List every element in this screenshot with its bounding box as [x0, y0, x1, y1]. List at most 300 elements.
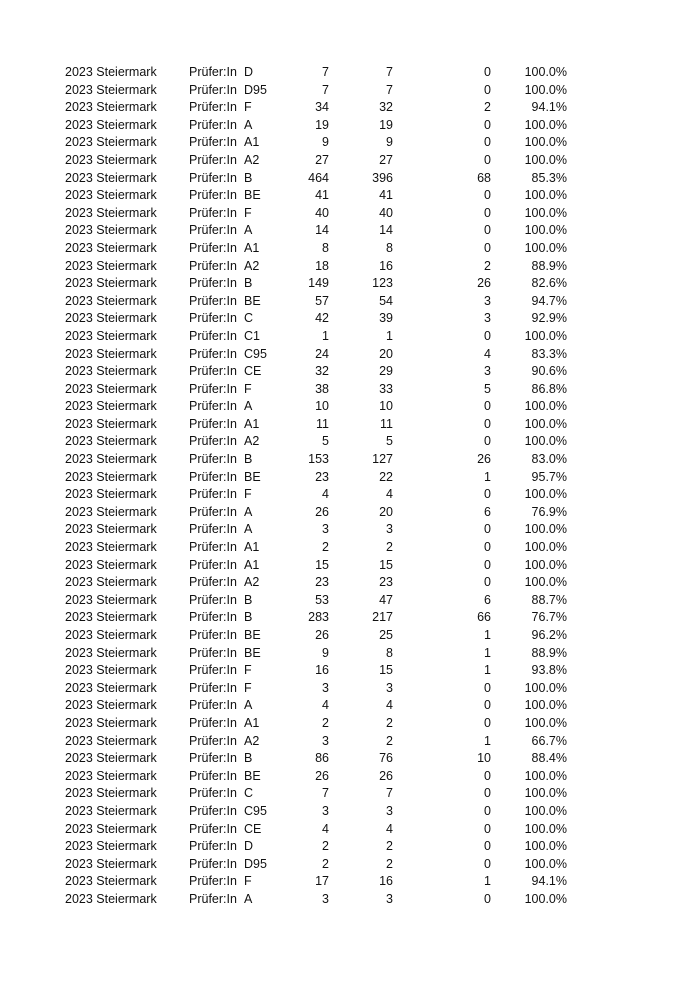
class-cell: BE: [244, 293, 261, 308]
year-region-cell: 2023 Steiermark: [65, 522, 157, 537]
table-row: [0, 557, 700, 575]
total-cell: 26: [315, 504, 329, 519]
role-cell: Prüfer:In: [189, 452, 237, 467]
year-region-cell: 2023 Steiermark: [65, 751, 157, 766]
failed-cell: 0: [484, 839, 491, 854]
class-cell: F: [244, 663, 252, 678]
table-row: [0, 504, 700, 522]
passed-cell: 7: [386, 82, 393, 97]
failed-cell: 0: [484, 522, 491, 537]
year-region-cell: 2023 Steiermark: [65, 768, 157, 783]
rate-cell: 100.0%: [524, 540, 567, 555]
role-cell: Prüfer:In: [189, 434, 237, 449]
failed-cell: 0: [484, 575, 491, 590]
rate-cell: 100.0%: [524, 205, 567, 220]
role-cell: Prüfer:In: [189, 117, 237, 132]
rate-cell: 96.2%: [531, 628, 567, 642]
role-cell: Prüfer:In: [189, 293, 237, 308]
table-row: [0, 609, 700, 627]
rate-cell: 76.7%: [531, 610, 567, 625]
table-row: [0, 627, 700, 645]
year-region-cell: 2023 Steiermark: [65, 874, 157, 889]
year-region-cell: 2023 Steiermark: [65, 628, 157, 642]
passed-cell: 3: [386, 522, 393, 537]
failed-cell: 0: [484, 557, 491, 572]
year-region-cell: 2023 Steiermark: [65, 540, 157, 555]
year-region-cell: 2023 Steiermark: [65, 240, 157, 255]
table-row: [0, 363, 700, 381]
class-cell: A1: [244, 557, 260, 572]
role-cell: Prüfer:In: [189, 399, 237, 414]
year-region-cell: 2023 Steiermark: [65, 803, 157, 818]
rate-cell: 100.0%: [524, 522, 567, 537]
rate-cell: 76.9%: [531, 504, 567, 519]
role-cell: Prüfer:In: [189, 469, 237, 484]
table-row: [0, 416, 700, 434]
year-region-cell: 2023 Steiermark: [65, 100, 157, 115]
year-region-cell: 2023 Steiermark: [65, 786, 157, 801]
year-region-cell: 2023 Steiermark: [65, 205, 157, 220]
year-region-cell: 2023 Steiermark: [65, 733, 157, 748]
rate-cell: 100.0%: [524, 82, 567, 97]
total-cell: 14: [315, 223, 329, 238]
role-cell: Prüfer:In: [189, 821, 237, 836]
total-cell: 26: [315, 628, 329, 642]
total-cell: 23: [315, 575, 329, 590]
passed-cell: 217: [372, 610, 393, 625]
year-region-cell: 2023 Steiermark: [65, 170, 157, 185]
rate-cell: 90.6%: [531, 364, 567, 379]
failed-cell: 2: [484, 258, 491, 273]
rate-cell: 100.0%: [524, 328, 567, 343]
total-cell: 7: [322, 65, 329, 79]
class-cell: A: [244, 504, 253, 519]
role-cell: Prüfer:In: [189, 487, 237, 502]
failed-cell: 0: [484, 698, 491, 713]
passed-cell: 22: [379, 469, 393, 484]
rate-cell: 86.8%: [531, 381, 567, 396]
year-region-cell: 2023 Steiermark: [65, 592, 157, 607]
total-cell: 40: [315, 205, 329, 220]
table-row: [0, 856, 700, 874]
rate-cell: 100.0%: [524, 891, 567, 906]
year-region-cell: 2023 Steiermark: [65, 504, 157, 519]
table-row: [0, 750, 700, 768]
role-cell: Prüfer:In: [189, 628, 237, 642]
failed-cell: 6: [484, 504, 491, 519]
class-cell: F: [244, 680, 252, 695]
table-row: [0, 451, 700, 469]
failed-cell: 66: [477, 610, 491, 625]
rate-cell: 88.4%: [531, 751, 567, 766]
passed-cell: 26: [379, 768, 393, 783]
year-region-cell: 2023 Steiermark: [65, 856, 157, 871]
passed-cell: 41: [379, 188, 393, 203]
table-row: [0, 117, 700, 135]
passed-cell: 4: [386, 487, 393, 502]
failed-cell: 2: [484, 100, 491, 115]
total-cell: 3: [322, 803, 329, 818]
role-cell: Prüfer:In: [189, 364, 237, 379]
class-cell: A1: [244, 135, 260, 150]
passed-cell: 15: [379, 663, 393, 678]
passed-cell: 16: [379, 874, 393, 889]
total-cell: 7: [322, 82, 329, 97]
role-cell: Prüfer:In: [189, 240, 237, 255]
failed-cell: 3: [484, 364, 491, 379]
passed-cell: 25: [379, 628, 393, 642]
table-row: [0, 697, 700, 715]
total-cell: 3: [322, 891, 329, 906]
role-cell: Prüfer:In: [189, 416, 237, 431]
rate-cell: 100.0%: [524, 223, 567, 238]
total-cell: 2: [322, 856, 329, 871]
rate-cell: 100.0%: [524, 821, 567, 836]
role-cell: Prüfer:In: [189, 610, 237, 625]
passed-cell: 2: [386, 715, 393, 730]
table-row: [0, 152, 700, 170]
table-row: [0, 134, 700, 152]
table-row: [0, 803, 700, 821]
class-cell: BE: [244, 645, 261, 660]
table-row: [0, 293, 700, 311]
rate-cell: 88.7%: [531, 592, 567, 607]
data-table: [0, 64, 700, 909]
role-cell: Prüfer:In: [189, 540, 237, 555]
role-cell: Prüfer:In: [189, 891, 237, 906]
failed-cell: 1: [484, 469, 491, 484]
role-cell: Prüfer:In: [189, 733, 237, 748]
role-cell: Prüfer:In: [189, 205, 237, 220]
class-cell: CE: [244, 364, 262, 379]
class-cell: BE: [244, 768, 261, 783]
total-cell: 24: [315, 346, 329, 361]
total-cell: 53: [315, 592, 329, 607]
rate-cell: 100.0%: [524, 240, 567, 255]
failed-cell: 0: [484, 891, 491, 906]
passed-cell: 4: [386, 698, 393, 713]
total-cell: 42: [315, 311, 329, 326]
table-row: [0, 574, 700, 592]
role-cell: Prüfer:In: [189, 82, 237, 97]
role-cell: Prüfer:In: [189, 65, 237, 79]
role-cell: Prüfer:In: [189, 768, 237, 783]
rate-cell: 100.0%: [524, 117, 567, 132]
table-row: [0, 275, 700, 293]
class-cell: A: [244, 399, 253, 414]
table-row: [0, 398, 700, 416]
total-cell: 9: [322, 135, 329, 150]
failed-cell: 3: [484, 311, 491, 326]
total-cell: 283: [308, 610, 329, 625]
table-row: [0, 715, 700, 733]
total-cell: 4: [322, 698, 329, 713]
year-region-cell: 2023 Steiermark: [65, 487, 157, 502]
year-region-cell: 2023 Steiermark: [65, 276, 157, 291]
total-cell: 34: [315, 100, 329, 115]
rate-cell: 100.0%: [524, 768, 567, 783]
failed-cell: 0: [484, 768, 491, 783]
failed-cell: 10: [477, 751, 491, 766]
rate-cell: 100.0%: [524, 416, 567, 431]
year-region-cell: 2023 Steiermark: [65, 117, 157, 132]
passed-cell: 76: [379, 751, 393, 766]
class-cell: A2: [244, 258, 260, 273]
table-row: [0, 645, 700, 663]
failed-cell: 0: [484, 82, 491, 97]
passed-cell: 29: [379, 364, 393, 379]
failed-cell: 4: [484, 346, 491, 361]
passed-cell: 2: [386, 540, 393, 555]
class-cell: D95: [244, 82, 267, 97]
class-cell: B: [244, 276, 253, 291]
rate-cell: 100.0%: [524, 487, 567, 502]
year-region-cell: 2023 Steiermark: [65, 680, 157, 695]
role-cell: Prüfer:In: [189, 557, 237, 572]
passed-cell: 127: [372, 452, 393, 467]
class-cell: F: [244, 100, 252, 115]
total-cell: 38: [315, 381, 329, 396]
table-row: [0, 486, 700, 504]
total-cell: 464: [308, 170, 329, 185]
role-cell: Prüfer:In: [189, 856, 237, 871]
year-region-cell: 2023 Steiermark: [65, 663, 157, 678]
table-row: [0, 346, 700, 364]
failed-cell: 0: [484, 135, 491, 150]
failed-cell: 0: [484, 240, 491, 255]
role-cell: Prüfer:In: [189, 311, 237, 326]
passed-cell: 20: [379, 346, 393, 361]
class-cell: A: [244, 223, 253, 238]
table-row: [0, 240, 700, 258]
role-cell: Prüfer:In: [189, 188, 237, 203]
rate-cell: 66.7%: [531, 733, 567, 748]
year-region-cell: 2023 Steiermark: [65, 258, 157, 273]
table-row: [0, 680, 700, 698]
passed-cell: 27: [379, 152, 393, 167]
role-cell: Prüfer:In: [189, 328, 237, 343]
rate-cell: 100.0%: [524, 65, 567, 79]
year-region-cell: 2023 Steiermark: [65, 152, 157, 167]
year-region-cell: 2023 Steiermark: [65, 839, 157, 854]
passed-cell: 23: [379, 575, 393, 590]
table-row: [0, 328, 700, 346]
role-cell: Prüfer:In: [189, 786, 237, 801]
rate-cell: 94.1%: [531, 874, 567, 889]
total-cell: 9: [322, 645, 329, 660]
total-cell: 7: [322, 786, 329, 801]
role-cell: Prüfer:In: [189, 346, 237, 361]
total-cell: 3: [322, 680, 329, 695]
rate-cell: 100.0%: [524, 856, 567, 871]
class-cell: D95: [244, 856, 267, 871]
failed-cell: 0: [484, 680, 491, 695]
role-cell: Prüfer:In: [189, 258, 237, 273]
table-row: [0, 592, 700, 610]
role-cell: Prüfer:In: [189, 715, 237, 730]
failed-cell: 26: [477, 276, 491, 291]
rate-cell: 100.0%: [524, 698, 567, 713]
role-cell: Prüfer:In: [189, 803, 237, 818]
total-cell: 10: [315, 399, 329, 414]
class-cell: C1: [244, 328, 260, 343]
rate-cell: 95.7%: [531, 469, 567, 484]
failed-cell: 0: [484, 540, 491, 555]
table-row: [0, 222, 700, 240]
rate-cell: 100.0%: [524, 188, 567, 203]
role-cell: Prüfer:In: [189, 100, 237, 115]
passed-cell: 39: [379, 311, 393, 326]
year-region-cell: 2023 Steiermark: [65, 575, 157, 590]
failed-cell: 6: [484, 592, 491, 607]
failed-cell: 1: [484, 645, 491, 660]
failed-cell: 0: [484, 399, 491, 414]
class-cell: B: [244, 592, 253, 607]
year-region-cell: 2023 Steiermark: [65, 416, 157, 431]
role-cell: Prüfer:In: [189, 874, 237, 889]
class-cell: BE: [244, 628, 261, 642]
rate-cell: 82.6%: [531, 276, 567, 291]
class-cell: C95: [244, 803, 267, 818]
year-region-cell: 2023 Steiermark: [65, 311, 157, 326]
class-cell: A2: [244, 575, 260, 590]
failed-cell: 0: [484, 65, 491, 79]
table-row: [0, 539, 700, 557]
total-cell: 86: [315, 751, 329, 766]
year-region-cell: 2023 Steiermark: [65, 715, 157, 730]
year-region-cell: 2023 Steiermark: [65, 364, 157, 379]
rate-cell: 100.0%: [524, 839, 567, 854]
year-region-cell: 2023 Steiermark: [65, 328, 157, 343]
passed-cell: 2: [386, 856, 393, 871]
year-region-cell: 2023 Steiermark: [65, 188, 157, 203]
class-cell: C95: [244, 346, 267, 361]
passed-cell: 20: [379, 504, 393, 519]
total-cell: 26: [315, 768, 329, 783]
class-cell: B: [244, 610, 253, 625]
failed-cell: 0: [484, 188, 491, 203]
year-region-cell: 2023 Steiermark: [65, 135, 157, 150]
year-region-cell: 2023 Steiermark: [65, 821, 157, 836]
rate-cell: 100.0%: [524, 152, 567, 167]
failed-cell: 0: [484, 328, 491, 343]
role-cell: Prüfer:In: [189, 170, 237, 185]
passed-cell: 19: [379, 117, 393, 132]
total-cell: 41: [315, 188, 329, 203]
total-cell: 3: [322, 522, 329, 537]
total-cell: 11: [316, 416, 329, 431]
passed-cell: 15: [379, 557, 393, 572]
rate-cell: 100.0%: [524, 399, 567, 414]
passed-cell: 1: [386, 328, 393, 343]
class-cell: F: [244, 205, 252, 220]
class-cell: A1: [244, 715, 260, 730]
passed-cell: 7: [386, 786, 393, 801]
rate-cell: 100.0%: [524, 434, 567, 449]
passed-cell: 3: [386, 680, 393, 695]
role-cell: Prüfer:In: [189, 751, 237, 766]
total-cell: 19: [315, 117, 329, 132]
class-cell: BE: [244, 188, 261, 203]
failed-cell: 1: [484, 663, 491, 678]
class-cell: C: [244, 786, 254, 801]
class-cell: A1: [244, 416, 260, 431]
class-cell: A: [244, 522, 253, 537]
role-cell: Prüfer:In: [189, 680, 237, 695]
failed-cell: 0: [484, 223, 491, 238]
year-region-cell: 2023 Steiermark: [65, 891, 157, 906]
class-cell: A: [244, 117, 253, 132]
passed-cell: 10: [379, 399, 393, 414]
passed-cell: 8: [386, 645, 393, 660]
passed-cell: 396: [372, 170, 393, 185]
year-region-cell: 2023 Steiermark: [65, 82, 157, 97]
year-region-cell: 2023 Steiermark: [65, 610, 157, 625]
role-cell: Prüfer:In: [189, 381, 237, 396]
passed-cell: 3: [386, 803, 393, 818]
year-region-cell: 2023 Steiermark: [65, 557, 157, 572]
passed-cell: 9: [386, 135, 393, 150]
passed-cell: 14: [379, 223, 393, 238]
class-cell: F: [244, 487, 252, 502]
table-row: [0, 187, 700, 205]
table-row: [0, 662, 700, 680]
table-row: [0, 768, 700, 786]
failed-cell: 1: [484, 628, 491, 642]
failed-cell: 0: [484, 416, 491, 431]
table-row: [0, 433, 700, 451]
total-cell: 57: [315, 293, 329, 308]
rate-cell: 94.7%: [531, 293, 567, 308]
rate-cell: 100.0%: [524, 715, 567, 730]
rate-cell: 88.9%: [531, 645, 567, 660]
year-region-cell: 2023 Steiermark: [65, 293, 157, 308]
total-cell: 8: [322, 240, 329, 255]
table-row: [0, 873, 700, 891]
total-cell: 23: [315, 469, 329, 484]
failed-cell: 0: [484, 117, 491, 132]
passed-cell: 2: [386, 839, 393, 854]
failed-cell: 1: [484, 874, 491, 889]
role-cell: Prüfer:In: [189, 645, 237, 660]
failed-cell: 5: [484, 381, 491, 396]
table-row: [0, 258, 700, 276]
total-cell: 18: [315, 258, 329, 273]
year-region-cell: 2023 Steiermark: [65, 469, 157, 484]
failed-cell: 26: [477, 452, 491, 467]
table-row: [0, 205, 700, 223]
year-region-cell: 2023 Steiermark: [65, 645, 157, 660]
table-row: [0, 381, 700, 399]
total-cell: 2: [322, 540, 329, 555]
failed-cell: 0: [484, 434, 491, 449]
table-row: [0, 99, 700, 117]
passed-cell: 16: [379, 258, 393, 273]
total-cell: 4: [322, 487, 329, 502]
table-row: [0, 838, 700, 856]
total-cell: 2: [322, 715, 329, 730]
total-cell: 1: [322, 328, 329, 343]
failed-cell: 1: [484, 733, 491, 748]
rate-cell: 83.3%: [531, 346, 567, 361]
failed-cell: 0: [484, 152, 491, 167]
class-cell: F: [244, 874, 252, 889]
passed-cell: 47: [379, 592, 393, 607]
failed-cell: 0: [484, 786, 491, 801]
failed-cell: 0: [484, 487, 491, 502]
rate-cell: 100.0%: [524, 786, 567, 801]
failed-cell: 0: [484, 856, 491, 871]
